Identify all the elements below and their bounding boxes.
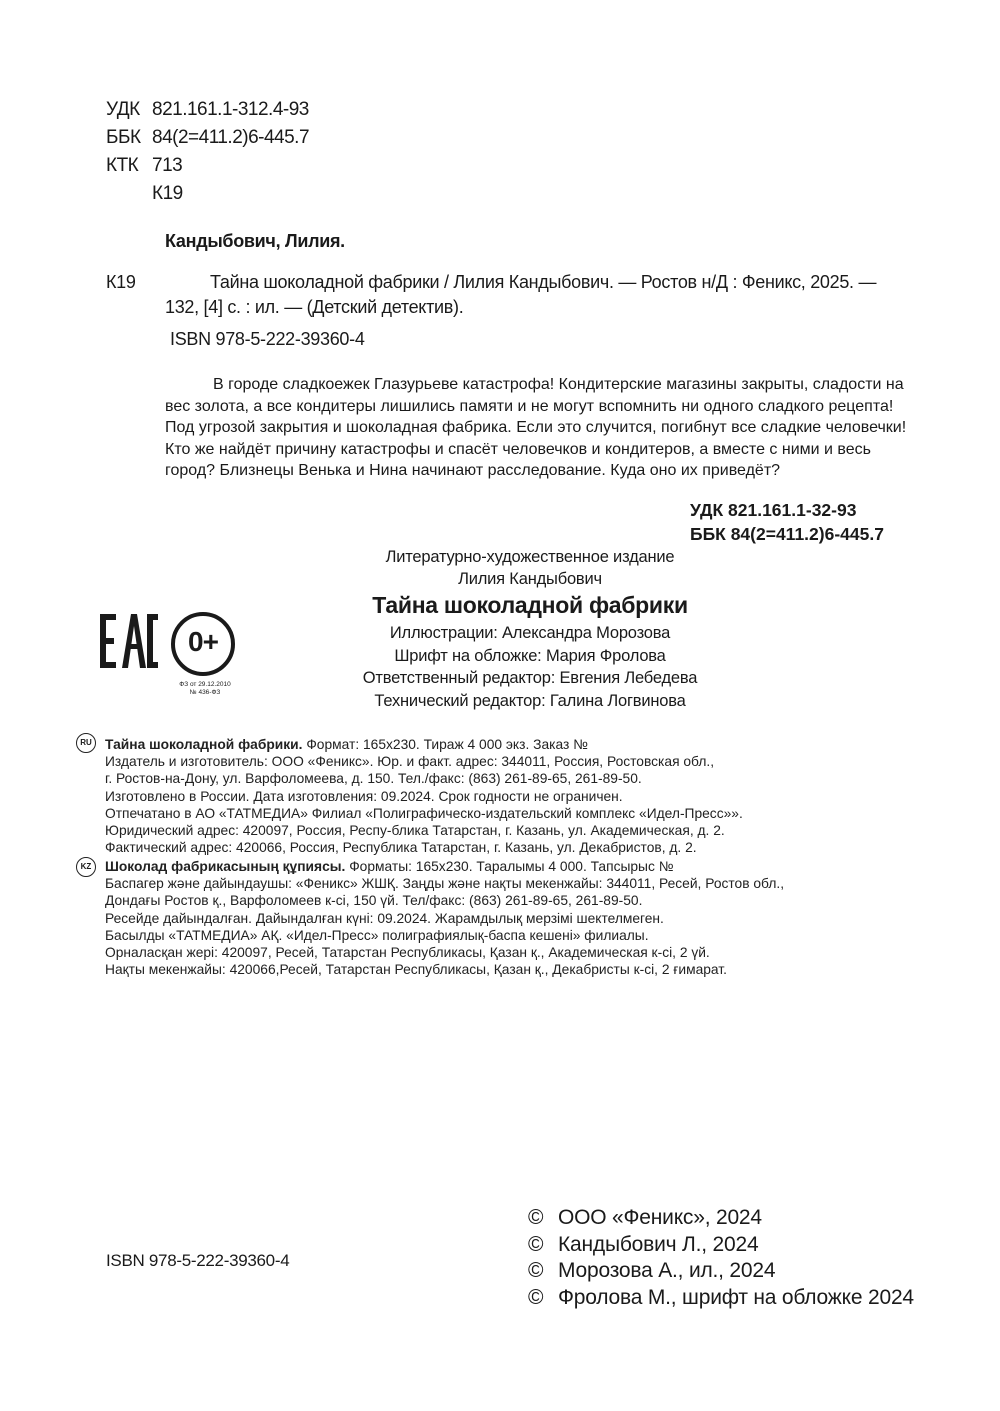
bbk-line xyxy=(106,127,309,149)
copyrights xyxy=(528,1205,914,1311)
author-heading: Кандыбович, Лилия. xyxy=(165,231,345,251)
annotation-line: город? Близнецы Венька и Нина начинают расследование. Куда оно их приведёт? xyxy=(165,462,781,479)
eac-mark xyxy=(100,612,158,675)
udk-line xyxy=(106,99,309,121)
bottom-isbn: ISBN 978-5-222-39360-4 xyxy=(106,1251,290,1270)
annotation-line: В городе сладкоежек Глазурьеве катастрофа! Кондитерские магазины закрыты, сладости на xyxy=(213,376,904,393)
copyright-icon: © xyxy=(528,1232,544,1256)
legal-kz-line: Ресейде дайындалған. Дайындалған күні: 09.2024. Жарамдылық мерзімі шектелмеген. xyxy=(105,910,664,926)
age-rating-text: 0+ xyxy=(188,626,218,657)
udk-right: УДК 821.161.1-32-93 xyxy=(690,500,857,520)
age-mark xyxy=(170,612,236,681)
legal-ru-line: Фактический адрес: 420066, Россия, Республика Татарстан, г. Казань, ул. Декабристов, д. 2. xyxy=(105,840,697,856)
legal-kz-line: Баспагер және дайындаушы: «Феникс» ЖШҚ. Заңды және нақты мекенжайы: 344011, Ресей, Ростов обл., xyxy=(105,876,785,892)
copyright-holder: Морозова А., ил., 2024 xyxy=(558,1259,776,1282)
legal-kz-first-line xyxy=(105,858,784,875)
copyright-holder: Фролова М., шрифт на обложке 2024 xyxy=(558,1285,914,1309)
imprint-author: Лилия Кандыбович xyxy=(458,570,602,588)
legal-kz xyxy=(105,858,784,978)
copyright-line xyxy=(528,1285,914,1312)
editor-line: Ответственный редактор: Евгения Лебедева xyxy=(362,669,698,687)
legal-kz-line: Басылды «ТАТМЕДИА» АҚ. «Идел-Пресс» полиграфиялық-баспа кешені» филиалы. xyxy=(105,927,649,943)
cover-font-line: Шрифт на обложке: Мария Фролова xyxy=(394,647,666,665)
copyright-holder: Кандыбович Л., 2024 xyxy=(558,1232,759,1256)
annotation-line: Под угрозой закрытия и шоколадная фабрика. Если это случится, погибнут все сладкие человечки! xyxy=(165,419,907,436)
biblio-line-2: 132, [4] с. : ил. — (Детский детектив). xyxy=(165,297,464,317)
legal-ru-line: Издатель и изготовитель: ООО «Феникс». Юр. и факт. адрес: 344011, Россия, Ростовская обл., xyxy=(105,754,715,770)
copyright-line xyxy=(528,1258,914,1285)
udk-value: 821.161.1-312.4-93 xyxy=(152,99,309,120)
legal-kz-line: Нақты мекенжайы: 420066,Ресей, Татарстан Республикасы, Қазан қ., Декабристы к-сі, 2 ғимарат. xyxy=(105,962,727,978)
legal-ru-line: Отпечатано в АО «ТАТМЕДИА» Филиал «Полиграфическо-издательский комплекс «Идел-Пресс»». xyxy=(105,805,743,821)
legal-ru-title: Тайна шоколадной фабрики. xyxy=(105,737,303,752)
legal-kz-format: Форматы: 165х230. Таралымы 4 000. Тапсырыс № xyxy=(345,859,674,874)
bbk-value: 84(2=411.2)6-445.7 xyxy=(152,127,310,148)
ktk-label: КТК xyxy=(106,155,139,176)
ktk-value: 713 xyxy=(152,155,183,176)
legal-ru-line: Изготовлено в России. Дата изготовления: 09.2024. Срок годности не ограничен. xyxy=(105,788,623,804)
copyright-icon: © xyxy=(528,1285,544,1309)
bbk-right: ББК 84(2=411.2)6-445.7 xyxy=(690,524,884,544)
legal-ru-line: Юридический адрес: 420097, Россия, Респу-блика Татарстан, г. Казань, ул. Академическая, д. 2. xyxy=(105,823,725,839)
author-mark: К19 xyxy=(152,183,183,204)
kz-badge: KZ xyxy=(76,857,96,877)
annotation xyxy=(165,374,907,482)
copyright-line xyxy=(528,1205,914,1232)
annotation-line: Кто же найдёт причину катастрофы и спасёт человечков и кондитеров, а вместе с ними и весь xyxy=(165,440,871,458)
eac-logo-icon xyxy=(100,612,158,670)
imprint-title: Тайна шоколадной фабрики xyxy=(372,592,688,618)
ru-badge: RU xyxy=(76,733,96,753)
legal-kz-line: Орналасқан жері: 420097, Ресей, Татарстан Республикасы, Қазан қ., Академическая к-сі, 2 үй. xyxy=(105,945,710,961)
law-line-1: ФЗ от 29.12.2010 xyxy=(179,681,231,688)
copyright-holder: ООО «Феникс», 2024 xyxy=(558,1206,762,1229)
tech-editor-line: Технический редактор: Галина Логвинова xyxy=(374,692,686,710)
legal-ru-first-line xyxy=(105,736,743,753)
legal-ru-line: г. Ростов-на-Дону, ул. Варфоломеева, д. 150. Тел./факс: (863) 261-89-65, 261-89-50. xyxy=(105,771,642,787)
law-line-2: № 436-ФЗ xyxy=(189,689,221,696)
copyright-line xyxy=(528,1232,914,1259)
biblio-line-1: Тайна шоколадной фабрики / Лилия Кандыбович. — Ростов н/Д : Феникс, 2025. — xyxy=(210,272,877,292)
udk-label: УДК xyxy=(106,99,140,120)
legal-kz-line: Дондағы Ростов қ., Варфоломеев к-сі, 150 үй. Тел/факс: (863) 261-89-65, 261-89-50. xyxy=(105,893,643,909)
copyright-icon: © xyxy=(528,1259,544,1282)
ktk-line xyxy=(106,155,182,177)
law-reference xyxy=(170,681,240,697)
bbk-label: ББК xyxy=(106,127,141,148)
biblio-mark: К19 xyxy=(106,272,136,292)
biblio-isbn: ISBN 978-5-222-39360-4 xyxy=(170,329,365,349)
copyright-icon: © xyxy=(528,1206,544,1229)
legal-kz-title: Шоколад фабрикасының құпиясы. xyxy=(105,859,346,874)
genre-line: Литературно-художественное издание xyxy=(385,548,675,566)
legal-ru xyxy=(105,736,743,856)
annotation-line: вес золота, а все кондитеры лишились памяти и не могут вспомнить ни одного сладкого рецепта! xyxy=(165,397,894,415)
legal-ru-format: Формат: 165х230. Тираж 4 000 экз. Заказ № xyxy=(302,737,588,752)
illustrations-line: Иллюстрации: Александра Морозова xyxy=(389,624,671,642)
